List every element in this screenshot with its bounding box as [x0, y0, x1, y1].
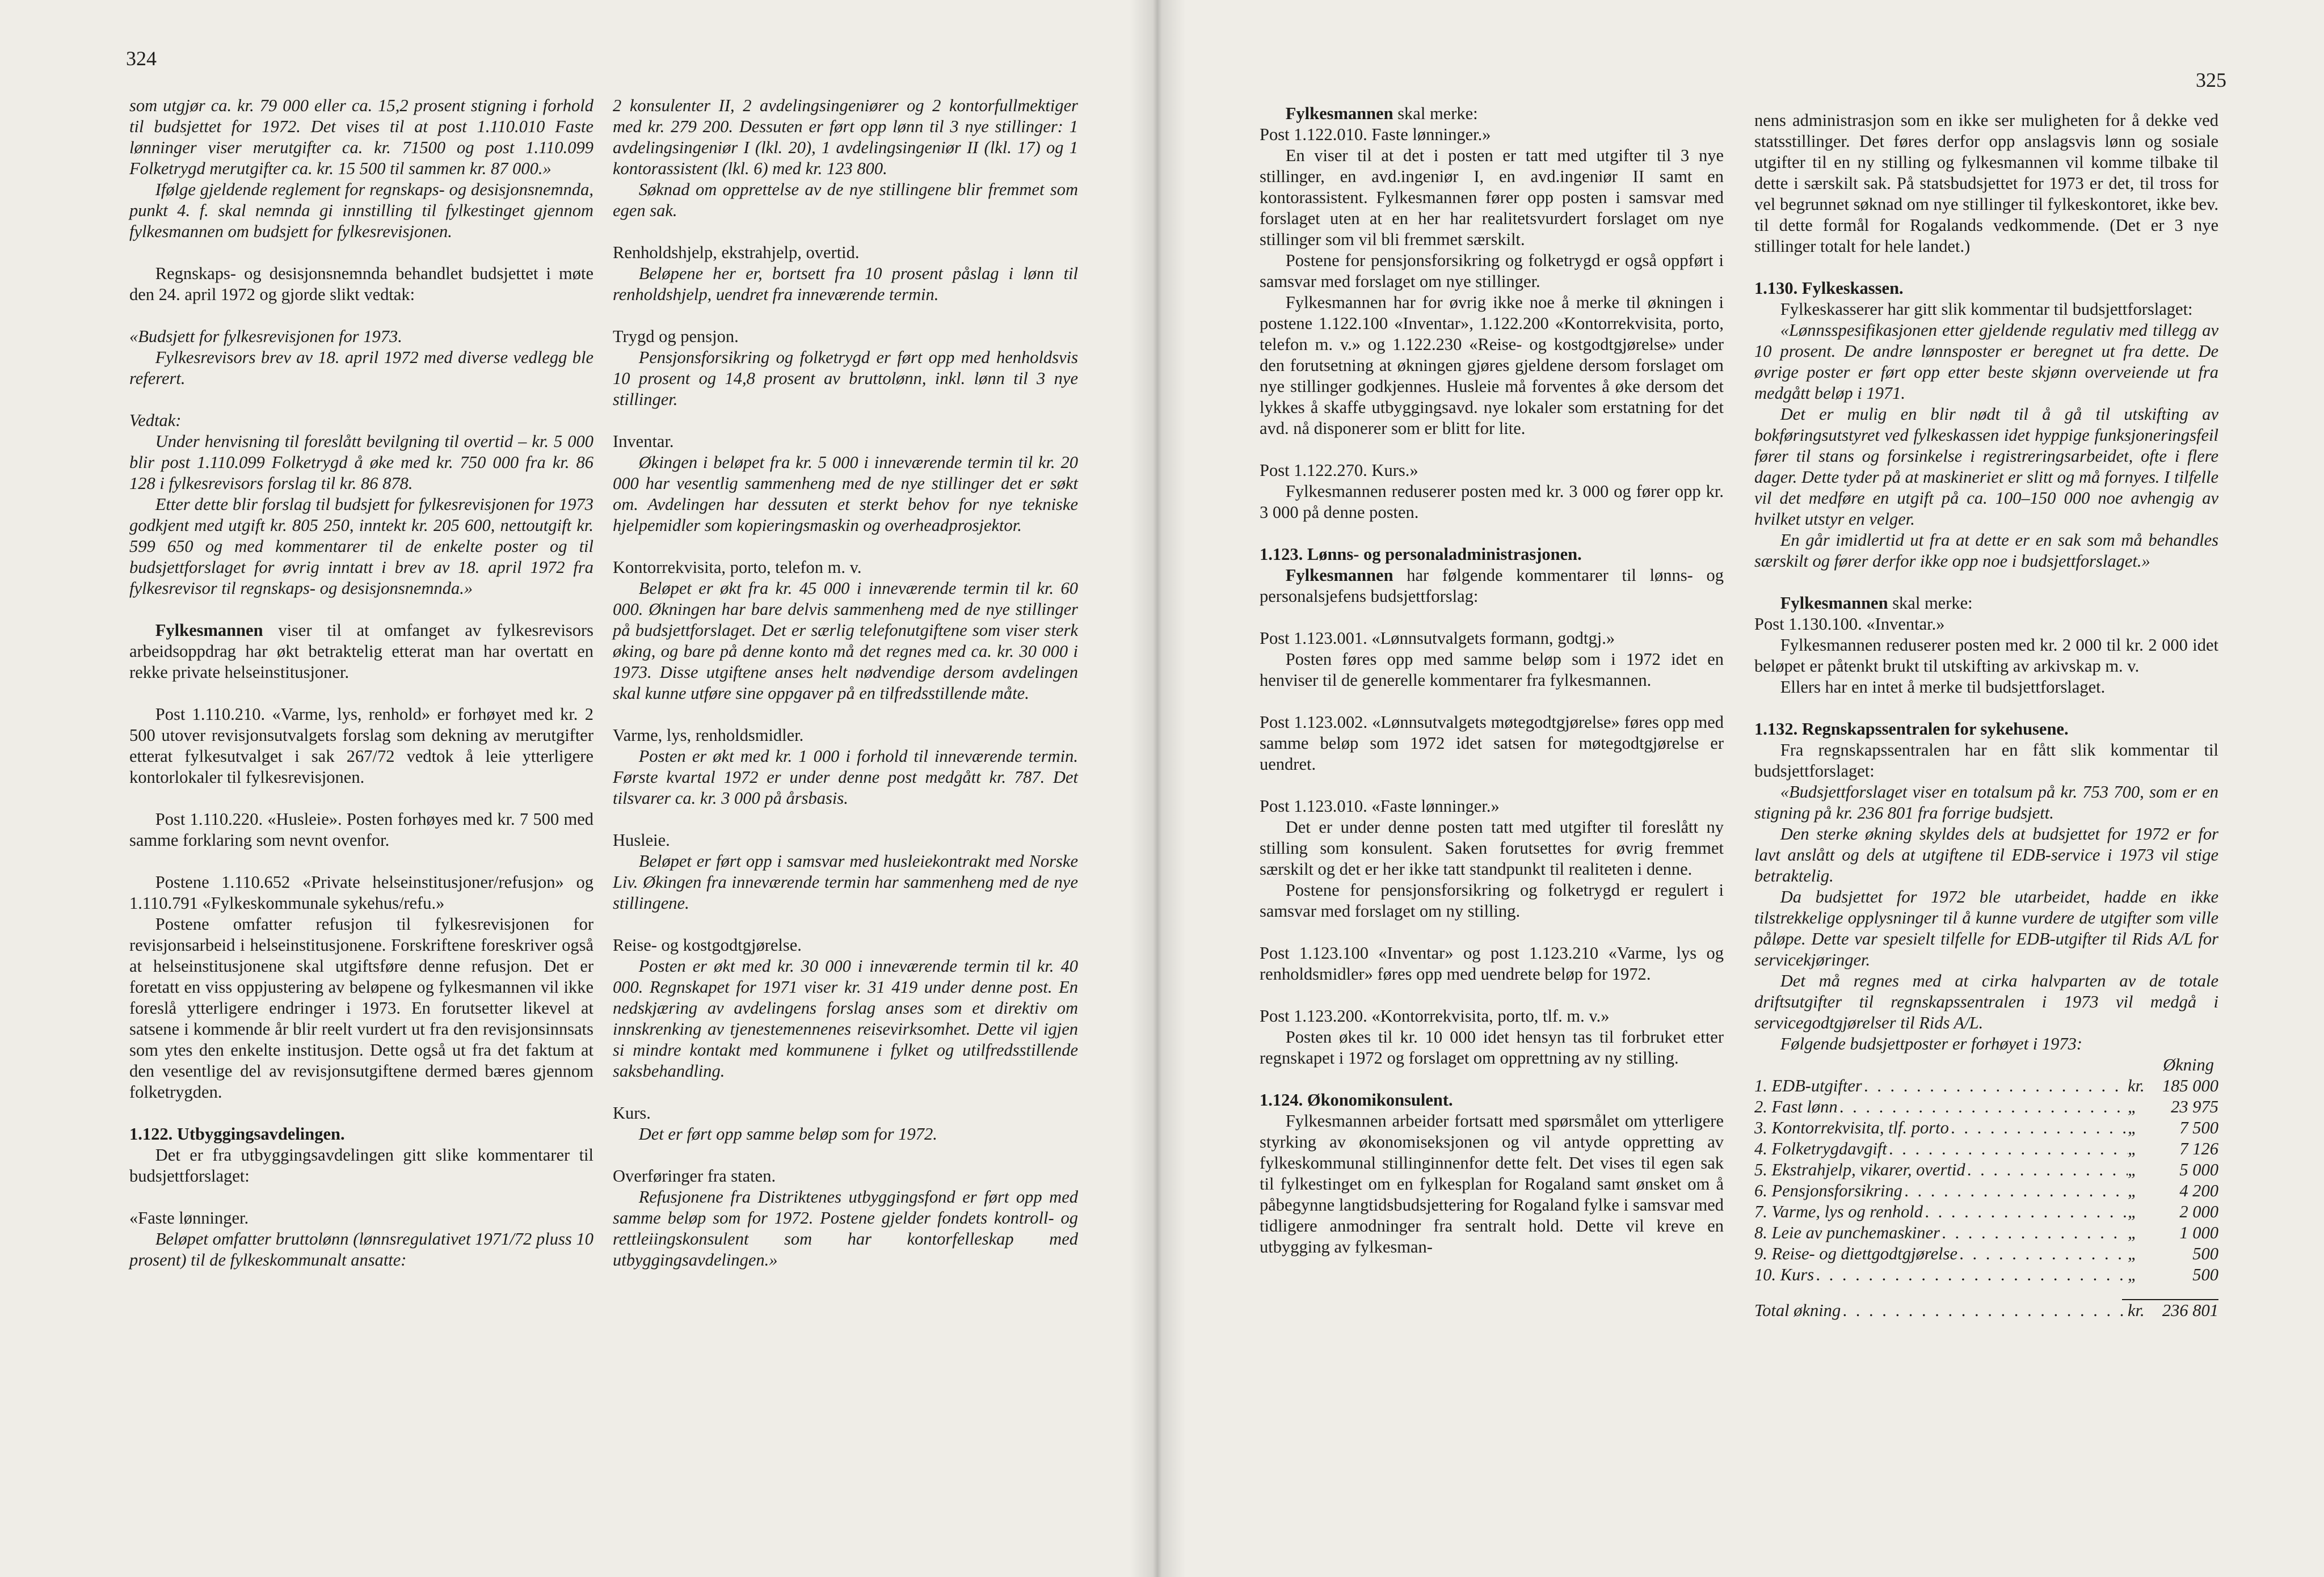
paragraph-text: skal merke: — [1888, 593, 1973, 613]
paragraph-text: En viser til at det i posten er tatt med utgifter til 3 nye stillinger, en avd.ingeniør I, en avd.ingeniør II samt en kontorassistent. Fylkesmannen fører opp posten i samsvar med forslaget uten at en her har realitetsvurdert forslaget om nye stillinger som vil bli fremmet særskilt. — [1260, 146, 1724, 249]
row-amount: 7 126 — [2179, 1139, 2218, 1158]
paragraph-text: Vedtak: — [129, 411, 182, 430]
paragraph — [1754, 614, 2218, 635]
paragraph — [1260, 460, 1724, 481]
paragraph — [1754, 1034, 2218, 1055]
paragraph-gap — [129, 1103, 593, 1124]
paragraph — [1754, 530, 2218, 572]
row-label: 10. Kurs — [1754, 1265, 1814, 1284]
paragraph — [129, 914, 593, 1103]
paragraph-gap — [129, 683, 593, 704]
leader-dots — [1965, 1159, 2128, 1180]
leader-dots — [1940, 1222, 2128, 1243]
paragraph-text: som utgjør ca. kr. 79 000 eller ca. 15,2 prosent stigning i forhold til budsjettet for 1972. Det vises til at post 1.110.010 Faste lønninger viser merutgifter ca. kr. 71500 og post 1.110.099 Folketrygd merutgifter ca. kr. 15 500 til sammen kr. 87 000.» — [129, 96, 593, 178]
row-label: 9. Reise- og diettgodtgjørelse — [1754, 1244, 1958, 1263]
paragraph — [1754, 824, 2218, 887]
bold-lead: Fylkesmannen — [1780, 593, 1888, 613]
table-row — [1754, 1264, 2218, 1285]
paragraph-text: Posten er økt med kr. 30 000 i inneværende termin til kr. 40 000. Regnskapet for 1971 viser kr. 31 419 under denne post. En nedskjæring av avdelingens forslag anses som et direktiv om innskrenking av tjenestemennenes reisevirksomhet. Dette vil igjen si mindre kontakt med kommunene i fylket og utilfredsstillende saksbehandling. — [613, 956, 1078, 1081]
paragraph-text: Refusjonene fra Distriktenes utbyggingsfond er ført opp med samme beløp som for 1972. Postene gjelder fondets kontroll- og rettleiingskonsulent som har kontorfelleskap med utbyggingsavdelingen.» — [613, 1187, 1078, 1270]
total-currency: kr. — [2128, 1301, 2145, 1320]
paragraph — [613, 578, 1078, 704]
paragraph-text: «Budsjett for fylkesrevisjonen for 1973. — [129, 327, 402, 346]
paragraph — [613, 956, 1078, 1082]
paragraph-text: Post 1.122.010. Faste lønninger.» — [1260, 125, 1491, 144]
paragraph-text: 1.132. Regnskapssentralen for sykehusene. — [1754, 719, 2069, 739]
page-number-right: 325 — [2196, 69, 2226, 91]
paragraph-text: 1.124. Økonomikonsulent. — [1260, 1090, 1453, 1110]
paragraph-text: Postene for pensjonsforsikring og folketrygd er også oppført i samsvar med forslaget om nye stillinger. — [1260, 251, 1724, 291]
paragraph-gap — [129, 599, 593, 620]
paragraph — [1754, 971, 2218, 1034]
paragraph-gap — [1260, 523, 1724, 544]
total-amount: 236 801 — [2162, 1301, 2218, 1320]
paragraph — [1260, 565, 1724, 607]
paragraph — [1260, 103, 1724, 124]
paragraph-text: Varme, lys, renholdsmidler. — [613, 726, 804, 745]
paragraph-text: Regnskaps- og desisjonsnemnda behandlet budsjettet i møte den 24. april 1972 og gjorde slikt vedtak: — [129, 264, 593, 304]
paragraph — [129, 326, 593, 347]
paragraph-text: Post 1.110.210. «Varme, lys, renhold» er forhøyet med kr. 2 500 utover revisjonsutvalgets forslag som dekning av merutgifter etterat fylkesutvalget i sak 267/72 vedtok å leie ytterligere kontorlokaler til fylkesrevisjonen. — [129, 705, 593, 787]
table-row — [1754, 1076, 2218, 1097]
paragraph-text: Ellers har en intet å merke til budsjettforslaget. — [1780, 677, 2106, 697]
paragraph — [1260, 292, 1724, 439]
row-currency: kr. — [2128, 1076, 2145, 1095]
row-label: 1. EDB-utgifter — [1754, 1076, 1862, 1095]
row-currency: „ — [2128, 1244, 2137, 1263]
paragraph-text: Beløpet er økt fra kr. 45 000 i inneværende termin til kr. 60 000. Økningen har bare delvis sammenheng med de nye stillinger på budsjettforslaget. Det er særlig telefonutgiftene som viser sterk øking, og bare på denne konto må det regnes med ca. kr. 30 000 i 1973. Disse utgiftene anses helt nødvendige dersom avdelingen skal kunne utføre sine oppgaver på en tilfredsstillende måte. — [613, 579, 1078, 703]
paragraph-text: Følgende budsjettposter er forhøyet i 1973: — [1780, 1034, 2083, 1053]
leader-dots — [1838, 1097, 2128, 1118]
paragraph — [129, 1145, 593, 1187]
paragraph — [129, 494, 593, 599]
paragraph-text: Postene for pensjonsforsikring og folketrygd er regulert i samsvar med forslaget om ny stilling. — [1260, 880, 1724, 921]
paragraph-text: «Faste lønninger. — [129, 1208, 249, 1228]
paragraph — [129, 179, 593, 242]
paragraph-text: Postene 1.110.652 «Private helseinstitusjoner/refusjon» og 1.110.791 «Fylkeskommunale sykehus/refu.» — [129, 872, 593, 913]
budget-increase-table — [1754, 1055, 2218, 1321]
right-column-1 — [1260, 103, 1724, 1258]
leader-dots — [1814, 1264, 2128, 1285]
paragraph-text: Post 1.123.002. «Lønnsutvalgets møtegodtgjørelse» føres opp med samme beløp som 1972 idet satsen for møtegodtgjørelse er uendret. — [1260, 712, 1724, 774]
paragraph-text: Fylkesrevisors brev av 18. april 1972 med diverse vedlegg ble referert. — [129, 348, 593, 388]
paragraph-text: Inventar. — [613, 432, 674, 451]
table-row — [1754, 1118, 2218, 1139]
paragraph — [129, 1229, 593, 1271]
paragraph-text: Post 1.123.100 «Inventar» og post 1.123.210 «Varme, lys og renholdsmidler» føres opp med uendrete beløp for 1972. — [1260, 943, 1724, 984]
row-currency: „ — [2128, 1223, 2137, 1242]
table-total-row — [1754, 1300, 2218, 1321]
leader-dots — [1957, 1243, 2128, 1264]
paragraph — [129, 809, 593, 851]
table-row — [1754, 1243, 2218, 1264]
paragraph — [613, 851, 1078, 914]
paragraph-gap — [613, 305, 1078, 326]
paragraph-text: Fylkesmannen har for øvrig ikke noe å merke til økningen i postene 1.122.100 «Inventar», 1.122.200 «Kontorrekvisita, porto, telefon m. v.» og 1.122.230 «Reise- og kostgodtgjørelse» under den forutsetning at økningen gjøres gjeldene dersom forslaget om nye stillinger godkjennes. Husleie må forventes å øke dersom det lykkes å skaffe utbyggingsavd. nye lokaler som erstatning for det avd. nå disponerer som er blitt for lite. — [1260, 293, 1724, 438]
table-row — [1754, 1159, 2218, 1180]
paragraph-gap — [129, 1187, 593, 1208]
paragraph-text: Renholdshjelp, ekstrahjelp, overtid. — [613, 243, 860, 262]
table-row — [1754, 1180, 2218, 1201]
paragraph-gap — [1260, 607, 1724, 628]
paragraph-text: Etter dette blir forslag til budsjett for fylkesrevisjonen for 1973 godkjent med utgift kr. 805 250, inntekt kr. 205 600, nettoutgift kr. 599 650 og med kommentarer til de enkelte poster og til budsjettforslaget for øvrig inntatt i brev av 18. april 1972 fra fylkesrevisor til regnskaps- og desisjonsnemnda.» — [129, 495, 593, 598]
paragraph — [129, 872, 593, 914]
paragraph-text: Den sterke økning skyldes dels at budsjettet for 1972 er for lavt anslått og dels at utgiftene til EDB-service i 1973 vil stige betraktelig. — [1754, 824, 2218, 886]
paragraph-gap — [1754, 257, 2218, 278]
table-rows — [1754, 1076, 2218, 1285]
paragraph — [1260, 1111, 1724, 1258]
paragraph-gap — [129, 851, 593, 872]
paragraph-text: Det er mulig en blir nødt til å gå til utskifting av bokføringsutstyret ved fylkeskassen idet hyppige funksjoneringsfeil fører til stans og forsinkelse i registreringsarbeidet, ofte i flere dager. Dette tyder på at maskineriet er slitt og må fornyes. I tilfelle vil det medføre en utgift på ca. 100–150 000 noe avhengig av hvilket utstyr en velger. — [1754, 404, 2218, 529]
paragraph — [1260, 250, 1724, 292]
paragraph — [1754, 782, 2218, 824]
paragraph-text: har følgende kommentarer til lønns- og personalsjefens budsjettforslag: — [1260, 566, 1724, 606]
row-amount: 4 200 — [2179, 1181, 2218, 1200]
paragraph-text: Det må regnes med at cirka halvparten av de totale driftsutgifter til regnskapssentralen i 1973 vil medgå i servicegodtgjørelser til Rids A/L. — [1754, 971, 2218, 1032]
paragraph — [1260, 628, 1724, 649]
paragraph — [1260, 796, 1724, 817]
bold-lead: Fylkesmannen — [1285, 104, 1393, 123]
paragraph — [1260, 880, 1724, 922]
paragraph-gap — [1754, 698, 2218, 719]
leader-dots — [1887, 1139, 2128, 1159]
paragraph-gap — [129, 242, 593, 263]
paragraph-text: Posten føres opp med samme beløp som i 1972 idet en henviser til de generelle kommentarer fra fylkesmannen. — [1260, 650, 1724, 690]
paragraph — [613, 1103, 1078, 1124]
left-page — [0, 0, 1157, 1577]
paragraph — [1754, 887, 2218, 971]
paragraph-text: Reise- og kostgodtgjørelse. — [613, 935, 802, 955]
section-heading — [1754, 719, 2218, 740]
paragraph — [1754, 299, 2218, 320]
paragraph — [613, 746, 1078, 809]
row-currency: „ — [2128, 1202, 2137, 1221]
paragraph-text: En går imidlertid ut fra at dette er en sak som må behandles særskilt og fører derfor ikke opp noe i budsjettforslaget.» — [1754, 530, 2218, 571]
paragraph — [1260, 817, 1724, 880]
paragraph-gap — [613, 1082, 1078, 1103]
paragraph-gap — [129, 788, 593, 809]
paragraph-gap — [1754, 572, 2218, 593]
paragraph-text: Post 1.123.010. «Faste lønninger.» — [1260, 796, 1500, 816]
paragraph-gap — [129, 389, 593, 410]
row-currency: „ — [2128, 1160, 2137, 1179]
paragraph — [613, 557, 1078, 578]
paragraph-text: Fylkesmannen reduserer posten med kr. 3 000 og fører opp kr. 3 000 på denne posten. — [1260, 482, 1724, 522]
row-amount: 5 000 — [2179, 1160, 2218, 1179]
paragraph — [129, 263, 593, 305]
paragraph — [129, 431, 593, 494]
paragraph-gap — [1260, 985, 1724, 1006]
paragraph — [1260, 943, 1724, 985]
paragraph — [613, 725, 1078, 746]
right-page — [1157, 0, 2324, 1577]
left-column-1 — [129, 95, 593, 1271]
leader-dots — [1949, 1118, 2128, 1139]
row-amount: 2 000 — [2179, 1202, 2218, 1221]
row-label: 8. Leie av punchemaskiner — [1754, 1223, 1940, 1242]
paragraph — [129, 95, 593, 179]
paragraph-text: Posten er økt med kr. 1 000 i forhold til inneværende termin. Første kvartal 1972 er under denne post medgått kr. 787. Det tilsvarer ca. kr. 3 000 på årsbasis. — [613, 747, 1078, 808]
paragraph — [613, 347, 1078, 410]
paragraph-text: Kurs. — [613, 1103, 651, 1123]
table-row — [1754, 1222, 2218, 1243]
row-currency: „ — [2128, 1181, 2137, 1200]
paragraph-text: Trygd og pensjon. — [613, 327, 739, 346]
paragraph — [613, 830, 1078, 851]
paragraph-text: Post 1.122.270. Kurs.» — [1260, 461, 1418, 480]
paragraph-text: Det er ført opp samme beløp som for 1972. — [638, 1124, 937, 1144]
paragraph — [613, 431, 1078, 452]
paragraph — [1260, 481, 1724, 523]
row-label: 4. Folketrygdavgift — [1754, 1139, 1887, 1158]
paragraph-gap — [1260, 1069, 1724, 1090]
paragraph-text: Postene omfatter refusjon til fylkesrevisjonen for revisjonsarbeid i helseinstitusjonene. Forskriftene foreskriver også at helseinstitusjonene skal utgiftsføre denne refusjon. Det er foretatt en viss oppjustering av beløpene og fylkesmannen vil ikke foreslå ytterligere endringer i 1973. En forutsetter likevel at satsene i kommende år blir reelt vurdert ut fra den revisjonsinnsats som ytes den enkelte institusjon. Dette også ut fra det faktum at den vesentlige del av revisjonsutgiftene dermed bæres gjennom folketrygden. — [129, 914, 593, 1102]
paragraph-gap — [1260, 691, 1724, 712]
paragraph — [1754, 593, 2218, 614]
paragraph-text: Beløpet omfatter bruttolønn (lønnsregulativet 1971/72 pluss 10 prosent) til de fylkeskommunalt ansatte: — [129, 1229, 593, 1270]
paragraph-text: 1.122. Utbyggingsavdelingen. — [129, 1124, 345, 1144]
row-amount: 500 — [2192, 1265, 2218, 1284]
paragraph-text: Beløpene her er, bortsett fra 10 prosent påslag i lønn til renholdshjelp, uendret fra inneværende termin. — [613, 264, 1078, 304]
paragraph-gap — [613, 221, 1078, 242]
paragraph-text: Post 1.123.200. «Kontorrekvisita, porto, tlf. m. v.» — [1260, 1006, 1610, 1026]
row-currency: „ — [2128, 1265, 2137, 1284]
paragraph-text: Fra regnskapssentralen har en fått slik kommentar til budsjettforslaget: — [1754, 740, 2218, 781]
paragraph — [1754, 677, 2218, 698]
paragraph — [129, 1208, 593, 1229]
paragraph-text: Under henvisning til foreslått bevilgning til overtid – kr. 5 000 blir post 1.110.099 Folketrygd å øke med kr. 750 000 fra kr. 86 128 i fylkesrevisors forslag til kr. 86 878. — [129, 432, 593, 493]
paragraph — [613, 263, 1078, 305]
row-label: 3. Kontorrekvisita, tlf. porto — [1754, 1118, 1949, 1137]
paragraph-gap — [129, 305, 593, 326]
section-heading — [129, 1124, 593, 1145]
paragraph-gap — [613, 1145, 1078, 1166]
leader-dots — [1902, 1180, 2128, 1201]
paragraph-gap — [1260, 775, 1724, 796]
paragraph-text: 2 konsulenter II, 2 avdelingsingeniører og 2 kontorfullmektiger med kr. 279 200. Dessuten er ført opp lønn til 3 nye stillinger: 1 avdelingsingeniør I (lkl. 20), 1 avdelingsingeniør II (lkl. 17) og 1 kontorassistent (lkl. 6) med kr. 123 800. — [613, 96, 1078, 178]
page-number-left: 324 — [126, 47, 157, 70]
paragraph — [129, 704, 593, 788]
paragraph — [1754, 320, 2218, 404]
row-currency: „ — [2128, 1097, 2137, 1116]
right-column-2 — [1754, 110, 2218, 1321]
paragraph — [129, 410, 593, 431]
paragraph-text: Fylkesmannen reduserer posten med kr. 2 000 til kr. 2 000 idet beløpet er påtenkt brukt til utskifting av arkivskap m. v. — [1754, 635, 2218, 676]
paragraph — [613, 326, 1078, 347]
paragraph-text: «Budsjettforslaget viser en totalsum på kr. 753 700, som er en stigning på kr. 236 801 fra forrige budsjett. — [1754, 782, 2218, 823]
paragraph-gap — [613, 809, 1078, 830]
paragraph-gap — [613, 536, 1078, 557]
bold-lead: Fylkesmannen — [155, 621, 263, 640]
leader-dots — [1923, 1201, 2128, 1222]
paragraph-text: Husleie. — [613, 830, 670, 850]
paragraph — [1260, 712, 1724, 775]
row-label: 5. Ekstrahjelp, vikarer, overtid — [1754, 1160, 1965, 1179]
row-currency: „ — [2128, 1118, 2137, 1137]
paragraph — [613, 95, 1078, 179]
bold-lead: Fylkesmannen — [1285, 566, 1393, 585]
paragraph — [1754, 110, 2218, 257]
paragraph-text: «Lønnsspesifikasjonen etter gjeldende regulativ med tillegg av 10 prosent. De andre lønnsposter er beregnet ut fra dette. De øvrige poster er ført opp etter beste skjønn overveiende ut fra medgått beløp i 1971. — [1754, 321, 2218, 403]
paragraph-text: Posten økes til kr. 10 000 idet hensyn tas til forbruket etter regnskapet i 1972 og forslaget om opprettning av ny stilling. — [1260, 1027, 1724, 1068]
paragraph-text: Da budsjettet for 1972 ble utarbeidet, hadde en ikke tilstrekkelige opplysninger til å kunne vurdere de utgifter som ville påløpe. Dette var spesielt tilfelle for EDB-utgifter til Rids A/L for servicekjøringer. — [1754, 887, 2218, 969]
paragraph-text: Post 1.110.220. «Husleie». Posten forhøyes med kr. 7 500 med samme forklaring som nevnt ovenfor. — [129, 809, 593, 850]
paragraph-gap — [613, 914, 1078, 935]
paragraph — [1754, 635, 2218, 677]
paragraph — [613, 1124, 1078, 1145]
paragraph-text: Søknad om opprettelse av de nye stillingene blir fremmet som egen sak. — [613, 180, 1078, 220]
paragraph-text: Fylkeskasserer har gitt slik kommentar til budsjettforslaget: — [1780, 300, 2193, 319]
total-label: Total økning — [1754, 1301, 1841, 1320]
paragraph-text: Økingen i beløpet fra kr. 5 000 i inneværende termin til kr. 20 000 har vesentlig sammenheng med de nye stillinger det er søkt om. Avdelingen har dessuten et sterkt behov for nye tekniske hjelpemidler som kopieringsmaskin og overheadprosjektor. — [613, 453, 1078, 535]
row-amount: 500 — [2192, 1244, 2218, 1263]
paragraph — [613, 242, 1078, 263]
paragraph-text: Pensjonsforsikring og folketrygd er ført opp med henholdsvis 10 prosent og 14,8 prosent av bruttolønn, inkl. lønn til 3 nye stillinger. — [613, 348, 1078, 409]
paragraph — [613, 1187, 1078, 1271]
table-row — [1754, 1139, 2218, 1159]
section-heading — [1754, 278, 2218, 299]
paragraph-text: Det er fra utbyggingsavdelingen gitt slike kommentarer til budsjettforslaget: — [129, 1145, 593, 1186]
paragraph-text: viser til at omfanget av fylkesrevisors arbeidsoppdrag har økt betraktelig etterat man har overtatt en rekke private helseinstitusjoner. — [129, 621, 593, 682]
table-header: Økning — [2163, 1055, 2214, 1074]
table-row — [1754, 1201, 2218, 1222]
paragraph — [129, 620, 593, 683]
row-label: 6. Pensjonsforsikring — [1754, 1181, 1902, 1200]
paragraph-text: Post 1.123.001. «Lønnsutvalgets formann, godtgj.» — [1260, 629, 1615, 648]
paragraph-text: nens administrasjon som en ikke ser muligheten for å dekke ved statsstillinger. Det føres derfor opp anslagsvis lønn og sosiale utgifter til en ny stilling og fylkesmannen vil komme tilbake til dette i særskilt sak. På statsbudsjettet for 1973 er det, til tross for vel begrunnet søknad om nye stillinger til fylkeskontoret, ikke bev. til dette formål for Rogalands vedkommende. (Det er 3 nye stillinger totalt for hele landet.) — [1754, 111, 2218, 256]
paragraph — [613, 179, 1078, 221]
paragraph-text: Det er under denne posten tatt med utgifter til foreslått ny stilling som konsulent. Saken forutsettes for øvrig fremmet særskilt og det er her ikke tatt standpunkt til realiteten i denne. — [1260, 817, 1724, 879]
row-amount: 1 000 — [2179, 1223, 2218, 1242]
paragraph — [613, 452, 1078, 536]
section-heading — [1260, 1090, 1724, 1111]
paragraph-text: Beløpet er ført opp i samsvar med husleiekontrakt med Norske Liv. Økingen fra inneværende termin har sammenheng med de nye stillingene. — [613, 851, 1078, 913]
paragraph-text: Fylkesmannen arbeider fortsatt med spørsmålet om ytterligere styrking av økonomiseksjonen og vil antyde oppretting av fylkeskommunal stillinginnenfor dette felt. Det vises til egen sak til fylkestinget om en fylkesplan for Rogaland samt ønsket om å påbegynne langtidsbudsjettering for Rogaland fylke i samsvar med tidligere anmodninger fra sentralt hold. Dette vil kreve en utbygging av fylkesman- — [1260, 1111, 1724, 1256]
paragraph-text: skal merke: — [1393, 104, 1478, 123]
paragraph-gap — [1260, 922, 1724, 943]
row-currency: „ — [2128, 1139, 2137, 1158]
paragraph — [1260, 649, 1724, 691]
paragraph — [613, 935, 1078, 956]
paragraph — [1260, 1006, 1724, 1027]
paragraph-text: Kontorrekvisita, porto, telefon m. v. — [613, 558, 862, 577]
paragraph — [613, 1166, 1078, 1187]
paragraph — [1260, 145, 1724, 250]
paragraph — [1754, 740, 2218, 782]
leader-dots — [1862, 1076, 2128, 1097]
paragraph-text: 1.130. Fylkeskassen. — [1754, 279, 1904, 298]
row-amount: 7 500 — [2179, 1118, 2218, 1137]
right-column-2-text — [1754, 110, 2218, 1055]
row-amount: 23 975 — [2171, 1097, 2218, 1116]
paragraph-gap — [613, 410, 1078, 431]
row-label: 2. Fast lønn — [1754, 1097, 1838, 1116]
table-row — [1754, 1097, 2218, 1118]
paragraph-gap — [613, 704, 1078, 725]
row-label: 7. Varme, lys og renhold — [1754, 1202, 1923, 1221]
paragraph-gap — [1260, 439, 1724, 460]
paragraph — [1260, 1027, 1724, 1069]
paragraph — [1260, 124, 1724, 145]
left-column-2 — [613, 95, 1078, 1271]
paragraph-text: Ifølge gjeldende reglement for regnskaps- og desisjonsnemnda, punkt 4. f. skal nemnda gi innstilling til fylkestinget gjennom fylkesmannen om budsjett for fylkesrevisjonen. — [129, 180, 593, 241]
paragraph-text: 1.123. Lønns- og personaladministrasjonen. — [1260, 545, 1582, 564]
paragraph — [129, 347, 593, 389]
section-heading — [1260, 544, 1724, 565]
paragraph-text: Post 1.130.100. «Inventar.» — [1754, 614, 1945, 634]
paragraph — [1754, 404, 2218, 530]
paragraph-text: Overføringer fra staten. — [613, 1166, 776, 1186]
row-amount: 185 000 — [2162, 1076, 2218, 1095]
